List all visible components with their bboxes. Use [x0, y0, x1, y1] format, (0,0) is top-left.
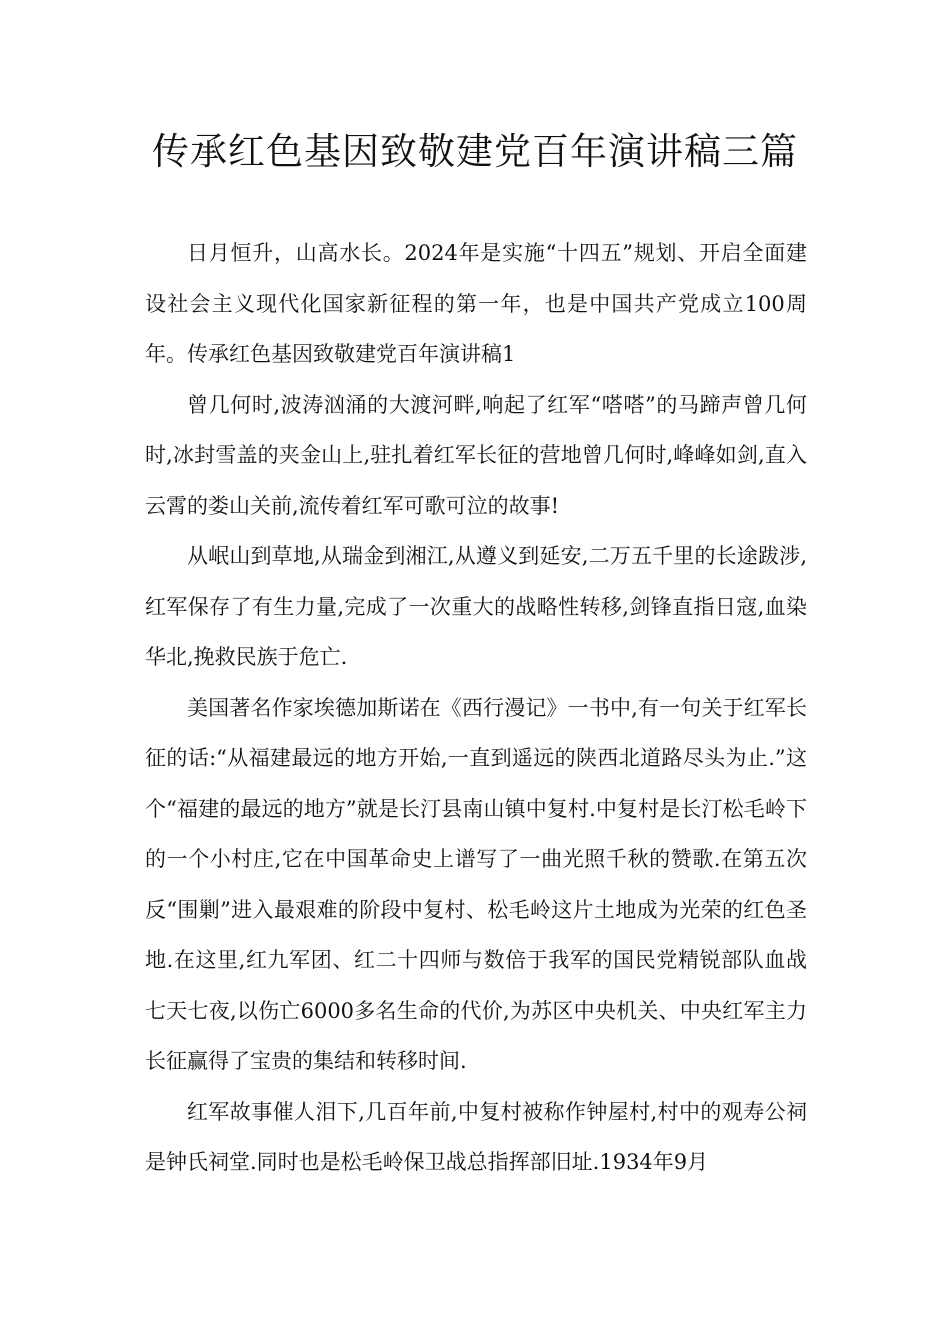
paragraph-zhongfu-village: 美国著名作家埃德加斯诺在《西行漫记》一书中,有一句关于红军长征的话:“从福建最远的地方开始,一直到遥远的陕西北道路尽头为止.”这个“福建的最远的地方”就是长汀县南山镇中复村.中复村是长汀松毛岭下的一个小村庄,它在中国革命史上谱写了一曲光照千秋的赞歌.在第五次反“围剿”进入最艰难的阶段中复村、松毛岭这片土地成为光荣的红色圣地.在这里,红九军团、红二十四师与数倍于我军的国民党精锐部队血战七天七夜,以伤亡6000多名生命的代价,为苏区中央机关、中央红军主力长征赢得了宝贵的集结和转移时间.	[145, 695, 807, 1073]
paragraph-intro: 日月恒升，山高水长。2024年是实施“十四五”规划、开启全面建设社会主义现代化国家新征程的第一年，也是中国共产党成立100周年。传承红色基因致敬建党百年演讲稿1	[145, 241, 807, 366]
document-body	[145, 228, 807, 1188]
paragraph-long-march-memories: 曾几何时,波涛汹涌的大渡河畔,响起了红军“嗒嗒”的马蹄声曾几何时,冰封雪盖的夹金山上,驻扎着红军长征的营地曾几何时,峰峰如剑,直入云霄的娄山关前,流传着红军可歌可泣的故事!	[145, 392, 807, 518]
document-title: 传承红色基因致敬建党百年演讲稿三篇	[152, 130, 798, 173]
paragraph-red-army-story: 红军故事催人泪下,几百年前,中复村被称作钟屋村,村中的观寿公祠是钟氏祠堂.同时也是松毛岭保卫战总指挥部旧址.1934年9月	[145, 1099, 807, 1174]
paragraph-long-march-journey: 从岷山到草地,从瑞金到湘江,从遵义到延安,二万五千里的长途跋涉,红军保存了有生力量,完成了一次重大的战略性转移,剑锋直指日寇,血染华北,挽救民族于危亡.	[145, 544, 807, 669]
